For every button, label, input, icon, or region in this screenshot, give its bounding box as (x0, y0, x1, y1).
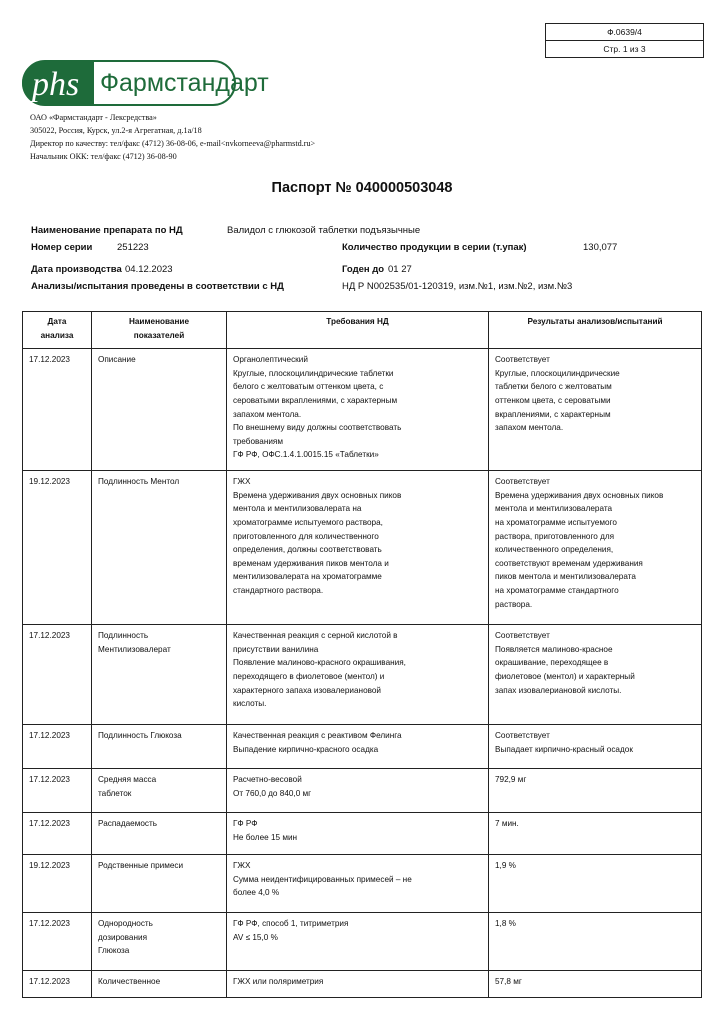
cell-requirement: ГЖХ или поляриметрия (227, 971, 489, 998)
header-result: Результаты анализов/испытаний (489, 312, 702, 349)
cell-result: 792,9 мг (489, 769, 702, 813)
company-address: 305022, Россия, Курск, ул.2-я Агрегатная, д.1а/18 (30, 126, 202, 135)
cell-result: 1,9 % (489, 855, 702, 913)
expiry-label: Годен до (342, 264, 385, 275)
cell-requirement: ГФ РФ Не более 15 мин (227, 813, 489, 855)
expiry-value: 01 27 (388, 264, 412, 275)
cell-date: 17.12.2023 (23, 725, 92, 769)
results-table (22, 311, 702, 998)
form-code-box (545, 23, 704, 58)
series-label: Номер серии (31, 242, 93, 253)
production-date-label: Дата производства (31, 264, 122, 275)
cell-result: 57,8 мг (489, 971, 702, 998)
cell-indicator: Количественное (92, 971, 227, 998)
company-name: ОАО «Фармстандарт - Лексредства» (30, 113, 157, 122)
quantity-label: Количество продукции в серии (т.упак) (342, 242, 527, 253)
cell-indicator: Однородность дозирования Глюкоза (92, 913, 227, 971)
cell-result: 1,8 % (489, 913, 702, 971)
form-code: Ф.0639/4 (607, 27, 642, 37)
table-row (23, 813, 702, 855)
company-info (30, 111, 315, 163)
table-row (23, 855, 702, 913)
okk-contacts: Начальник ОКК: тел/факс (4712) 36-08-90 (30, 152, 177, 161)
cell-requirement: Качественная реакция с реактивом Фелинга Выпадение кирпично-красного осадка (227, 725, 489, 769)
cell-date: 17.12.2023 (23, 971, 92, 998)
analysis-basis-value: НД Р N002535/01-120319, изм.№1, изм.№2, изм.№3 (342, 281, 573, 292)
cell-indicator: Подлинность Глюкоза (92, 725, 227, 769)
cell-date: 19.12.2023 (23, 855, 92, 913)
cell-indicator: Описание (92, 349, 227, 471)
cell-result: Соответствует Появляется малиново-красное окрашивание, переходящее в фиолетовое (ментол) и характерный запах изовалериановой кислоты. (489, 625, 702, 725)
page-number: Стр. 1 из 3 (546, 40, 703, 57)
cell-date: 17.12.2023 (23, 769, 92, 813)
table-row (23, 971, 702, 998)
cell-indicator: Подлинность Ментилизовалерат (92, 625, 227, 725)
cell-result: Соответствует Выпадает кирпично-красный осадок (489, 725, 702, 769)
table-header-row (23, 312, 702, 349)
production-date-value: 04.12.2023 (125, 264, 173, 275)
quantity-value: 130,077 (583, 242, 618, 253)
table-row (23, 625, 702, 725)
pharmstandard-logo-icon (22, 57, 269, 109)
page-title: Паспорт № 040000503048 (271, 180, 453, 196)
series-value: 251223 (117, 242, 149, 253)
table-row (23, 913, 702, 971)
table-row (23, 725, 702, 769)
cell-date: 17.12.2023 (23, 813, 92, 855)
analysis-basis-label: Анализы/испытания проведены в соответствии с НД (31, 281, 284, 292)
cell-requirement: Органолептический Круглые, плоскоцилиндрические таблетки белого с желтоватым оттенком цвета, с сероватыми вкраплениями, с характерным запахом ментола. По внешнему виду должны соответствовать требованиям ГФ РФ, ОФС.1.4.1.0015.15 «Таблетки» (227, 349, 489, 471)
cell-indicator: Родственные примеси (92, 855, 227, 913)
table-row (23, 349, 702, 471)
cell-requirement: ГФ РФ, способ 1, титриметрия AV ≤ 15,0 % (227, 913, 489, 971)
header-date: Дата анализа (23, 312, 92, 349)
logo-mark: phs (32, 66, 80, 103)
drug-name-value: Валидол с глюкозой таблетки подъязычные (227, 225, 421, 236)
cell-requirement: ГЖХ Времена удерживания двух основных пиков ментола и ментилизовалерата на хроматограмме испытуемого раствора, приготовленного для количественного определения, должны соответствовать временам удерживания пиков ментола и ментилизовалерата на хроматограмме стандартного раствора. (227, 471, 489, 625)
table-row (23, 471, 702, 625)
cell-result: Соответствует Круглые, плоскоцилиндрические таблетки белого с желтоватым оттенком цвета, с сероватыми вкраплениями, с характерным запахом ментола. (489, 349, 702, 471)
company-logo (22, 57, 269, 114)
cell-result: 7 мин. (489, 813, 702, 855)
cell-indicator: Распадаемость (92, 813, 227, 855)
cell-requirement: ГЖХ Сумма неидентифицированных примесей – не более 4,0 % (227, 855, 489, 913)
drug-name-label: Наименование препарата по НД (31, 225, 183, 236)
cell-date: 17.12.2023 (23, 349, 92, 471)
director-contacts: Директор по качеству: тел/факс (4712) 36-08-06, e-mail<nvkorneeva@pharmstd.ru> (30, 139, 316, 148)
cell-indicator: Средняя масса таблеток (92, 769, 227, 813)
cell-result: Соответствует Времена удерживания двух основных пиков ментола и ментилизовалерата на хроматограмме испытуемого раствора, приготовленного для количественного определения, соответствуют временам удерживания пиков ментола и ментилизовалерата на хроматограмме стандартного раствора. (489, 471, 702, 625)
header-requirement: Требования НД (227, 312, 489, 349)
table-row (23, 769, 702, 813)
cell-date: 17.12.2023 (23, 913, 92, 971)
cell-indicator: Подлинность Ментол (92, 471, 227, 625)
header-indicator: Наименование показателей (92, 312, 227, 349)
cell-requirement: Качественная реакция с серной кислотой в присутствии ванилина Появление малиново-красного окрашивания, переходящего в фиолетовое (ментол) и характерного запаха изовалериановой кислоты. (227, 625, 489, 725)
cell-requirement: Расчетно-весовой От 760,0 до 840,0 мг (227, 769, 489, 813)
logo-brand: Фармстандарт (100, 69, 269, 97)
cell-date: 19.12.2023 (23, 471, 92, 625)
cell-date: 17.12.2023 (23, 625, 92, 725)
